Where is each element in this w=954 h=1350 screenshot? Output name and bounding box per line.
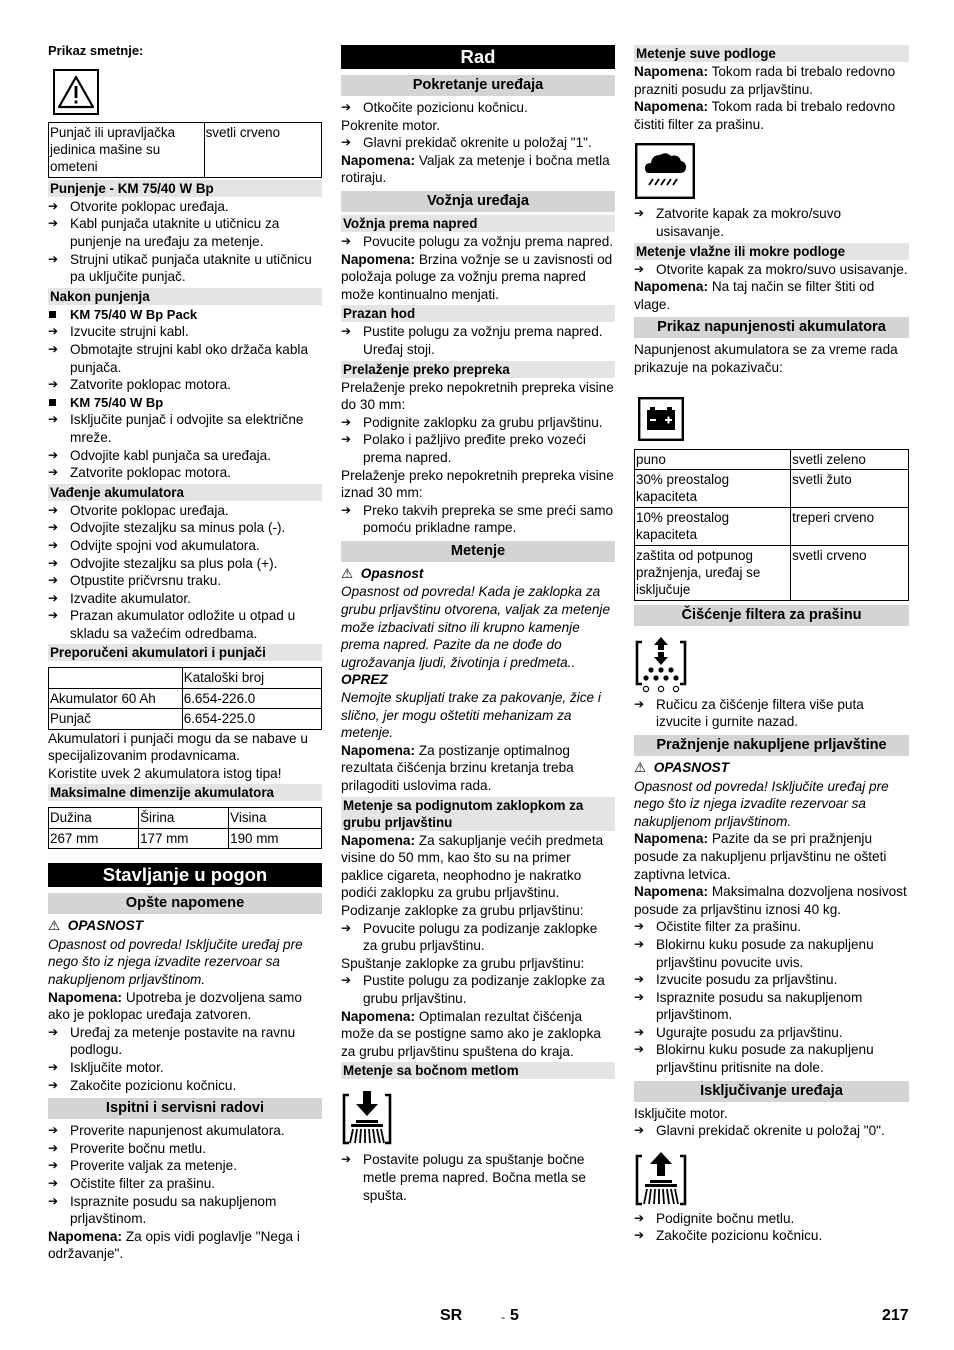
note-text: Pazite da se pri pražnjenju posude za nakupljenu prljavštinu ne ošteti zaptivna letvica. [634, 831, 887, 882]
paragraph: Pokrenite motor. [341, 117, 440, 133]
table-row [635, 469, 909, 507]
note-paragraph [634, 883, 909, 918]
warning-triangle-icon: ⚠ [634, 759, 647, 776]
list-item: ➔ Očistite filter za prašinu. [634, 918, 909, 936]
table-row [49, 709, 322, 729]
note-paragraph [634, 278, 909, 313]
note-label: Napomena: [634, 831, 709, 847]
note-text: Optimalan rezultat čišćenja može da se postigne samo ako je zaklopka za grubu prljavštinu spuštena do kraja. [341, 1008, 601, 1059]
footer-language: SR [440, 1307, 463, 1324]
removal-heading: Vađenje akumulatora [48, 484, 322, 501]
table-cell: treperi crveno [791, 507, 909, 545]
after-charging-heading: Nakon punjenja [48, 288, 322, 305]
model-label: KM 75/40 W Bp [48, 394, 322, 412]
list-item: ➔ Odvojite stezaljku sa minus pola (-). [48, 519, 322, 537]
list-item: ➔ Prazan akumulator odložite u otpad u skladu sa važećim odredbama. [48, 607, 322, 642]
list-item: ➔ Blokirnu kuku posude za nakupljenu prljavštinu povucite uvis. [634, 936, 909, 971]
empty-heading: Pražnjenje nakupljene prljavštine [634, 735, 909, 756]
list-item: ➔ Ručicu za čišćenje filtera više puta izvucite i gurnite nazad. [634, 696, 909, 731]
list-item: ➔ Zakočite pozicionu kočnicu. [48, 1077, 322, 1095]
danger-label-text: OPASNOST [67, 918, 144, 934]
warning-triangle-icon: ⚠ [341, 565, 354, 582]
note-label: Napomena: [341, 251, 416, 267]
table-row [635, 507, 909, 545]
table-cell: 6.654-226.0 [182, 688, 321, 708]
chapter-heading: Rad [341, 45, 615, 69]
list-item: ➔ Zatvorite poklopac motora. [48, 464, 322, 482]
note-text: Za opis vidi poglavlje "Nega i održavanje". [48, 1228, 300, 1262]
list-item: ➔ Ispraznite posudu sa nakupljenom prljavštinom. [634, 989, 909, 1024]
list-item: ➔ Odvijte spojni vod akumulatora. [48, 537, 322, 555]
note-text: Brzina vožnje se u zavisnosti od položaja poluge za vožnju prema napred može kontinualno menjati. [341, 251, 613, 302]
forward-heading: Vožnja prema napred [341, 215, 615, 232]
table-row [49, 828, 322, 848]
drive-heading: Vožnja uređaja [341, 191, 615, 212]
paragraph: Prelaženje preko nepokretnih prepreka visine do 30 mm: [341, 379, 614, 413]
list-item: ➔ Isključite motor. [48, 1059, 322, 1077]
list-item: ➔ Otpustite pričvrsnu traku. [48, 572, 322, 590]
note-paragraph [634, 830, 909, 883]
note-label: Napomena: [48, 1228, 123, 1244]
list-item: ➔ Polako i pažljivo pređite preko vozeći prema napred. [341, 431, 615, 466]
table-cell: svetli zeleno [791, 449, 909, 469]
paragraph: Spuštanje zaklopke za grubu prljavštinu: [341, 955, 585, 971]
footer-section-page: 5 [510, 1307, 519, 1324]
footer-dash: - [501, 1310, 505, 1324]
note-text: Upotreba je dozvoljena samo ako je poklopac uređaja zatvoren. [48, 989, 302, 1023]
note-text: Za postizanje optimalnog rezultata čišćenja brzinu kretanja treba prilagoditi uslovima rada. [341, 742, 574, 793]
switch-off-heading: Isključivanje uređaja [634, 1081, 909, 1102]
table-cell: 267 mm [49, 828, 139, 848]
filter-heading: Čišćenje filtera za prašinu [634, 605, 909, 626]
table-cell: Punjač ili upravljačka jedinica mašine su ometeni [49, 122, 205, 177]
table-header-cell: Širina [139, 808, 229, 828]
battery-table [634, 449, 909, 601]
list-item: ➔ Blokirnu kuku posude za nakupljenu prljavštinu pritisnite na dole. [634, 1041, 909, 1076]
recommended-table [48, 667, 322, 729]
table-row [635, 449, 909, 469]
table-cell: svetli crveno [204, 122, 321, 177]
list-item: ➔ Otkočite pozicionu kočnicu. [341, 99, 615, 117]
page-number: 217 [882, 1307, 909, 1324]
fault-table [48, 122, 322, 178]
danger-text: Opasnost od povreda! Isključite uređaj pre nego što iz njega izvadite rezervoar sa nakupljenom prljavštinom. [634, 778, 889, 829]
list-item: ➔ Proverite bočnu metlu. [48, 1140, 322, 1158]
charging-heading: Punjenje - KM 75/40 W Bp [48, 180, 322, 197]
dimensions-heading: Maksimalne dimenzije akumulatora [48, 784, 322, 801]
table-cell: svetli crveno [791, 545, 909, 600]
danger-label-text: OPASNOST [653, 759, 730, 775]
column-1 [48, 40, 322, 1263]
note-paragraph [634, 63, 909, 98]
inspection-heading: Ispitni i servisni radovi [48, 1098, 322, 1119]
battery-heading: Prikaz napunjenosti akumulatora [634, 317, 909, 338]
recommended-heading: Preporučeni akumulatori i punjači [48, 644, 322, 661]
table-row [49, 808, 322, 828]
flap-heading: Metenje sa podignutom zaklopkom za grubu prljavštinu [341, 797, 615, 831]
note-paragraph [341, 742, 615, 795]
table-cell: Punjač [49, 709, 183, 729]
fault-title: Prikaz smetnje: [48, 43, 144, 58]
general-heading: Opšte napomene [48, 893, 322, 914]
model-label: KM 75/40 W Bp Pack [48, 306, 322, 324]
table-cell: 30% preostalog kapaciteta [635, 469, 791, 507]
note-paragraph [341, 251, 615, 304]
note-text: Valjak za metenje i bočna metla rotiraju. [341, 152, 610, 186]
list-item: ➔ Uređaj za metenje postavite na ravnu podlogu. [48, 1024, 322, 1059]
danger-text: Opasnost od povreda! Kada je zaklopka za grubu prljavštinu otvorena, valjak za metenje može izbacivati sitno ili krupno kamenje prema napred. Pazite da ne dođe do ugrožavanja ljudi, životinja i predmeta.. [341, 584, 611, 670]
table-cell: 10% preostalog kapaciteta [635, 507, 791, 545]
table-header-cell: Dužina [49, 808, 139, 828]
note-paragraph [634, 98, 909, 133]
recommended-note: Koristite uvek 2 akumulatora istog tipa! [48, 765, 282, 781]
danger-label [341, 565, 615, 584]
danger-label [48, 917, 322, 936]
note-label: Napomena: [634, 884, 709, 900]
list-item: ➔ Pustite polugu za podizanje zaklopke za grubu prljavštinu. [341, 972, 615, 1007]
note-label: Napomena: [341, 152, 416, 168]
table-row [49, 668, 322, 688]
caution-text: Nemojte skupljati trake za pakovanje, žice i slično, jer mogu oštetiti mehanizam za metenje. [341, 690, 601, 741]
list-item: ➔ Ugurajte posudu za prljavštinu. [634, 1024, 909, 1042]
list-item: ➔ Otvorite poklopac uređaja. [48, 198, 322, 216]
list-item: ➔ Očistite filter za prašinu. [48, 1175, 322, 1193]
list-item: ➔ Zakočite pozicionu kočnicu. [634, 1227, 909, 1245]
note-label: Napomena: [341, 742, 416, 758]
list-item: ➔ Glavni prekidač okrenite u položaj "1". [341, 134, 615, 152]
list-item: ➔ Podignite zaklopku za grubu prljavštinu. [341, 414, 615, 432]
paragraph: Isključite motor. [634, 1105, 728, 1121]
list-item: ➔ Glavni prekidač okrenite u položaj "0". [634, 1122, 909, 1140]
list-item: ➔ Zatvorite poklopac motora. [48, 376, 322, 394]
list-item: ➔ Povucite polugu za podizanje zaklopke za grubu prljavštinu. [341, 920, 615, 955]
note-text: Maksimalna dozvoljena nosivost posude za prljavštinu iznosi 40 kg. [634, 884, 907, 917]
dimensions-table [48, 807, 322, 849]
warning-triangle-icon: ⚠ [48, 918, 61, 935]
note-label: Napomena: [48, 989, 123, 1005]
list-item: ➔ Otvorite kapak za mokro/suvo usisavanje. [634, 261, 909, 279]
start-heading: Pokretanje uređaja [341, 75, 615, 96]
caution-label: OPREZ [341, 672, 388, 688]
danger-label-text: Opasnost [360, 565, 424, 581]
list-item: ➔ Podignite bočnu metlu. [634, 1210, 909, 1228]
list-item: ➔ Odvojite kabl punjača sa uređaja. [48, 447, 322, 465]
note-paragraph [48, 1228, 322, 1263]
list-item: ➔ Postavite polugu za spuštanje bočne metle prema napred. Bočna metla se spušta. [341, 1151, 615, 1204]
wet-dry-flap-icon [635, 143, 695, 199]
note-paragraph [341, 152, 615, 187]
chapter-heading: Stavljanje u pogon [48, 863, 322, 887]
table-cell: puno [635, 449, 791, 469]
list-item: ➔ Preko takvih prepreka se sme preći samo pomoću prikladne rampe. [341, 502, 615, 537]
list-item: ➔ Zatvorite kapak za mokro/suvo usisavanje. [634, 205, 909, 240]
idle-heading: Prazan hod [341, 305, 615, 322]
paragraph: Prelaženje preko nepokretnih prepreka visine iznad 30 mm: [341, 467, 614, 501]
list-item: ➔ Povucite polugu za vožnju prema napred. [341, 233, 615, 251]
note-label: Napomena: [634, 279, 709, 295]
table-cell: 6.654-225.0 [182, 709, 321, 729]
note-label: Napomena: [634, 99, 709, 115]
column-3 [634, 44, 909, 1245]
table-row [49, 688, 322, 708]
list-item: ➔ Proverite napunjenost akumulatora. [48, 1122, 322, 1140]
note-text: Tokom rada bi trebalo redovno prazniti posudu za prljavštinu. [634, 64, 896, 97]
list-item: ➔ Izvadite akumulator. [48, 590, 322, 608]
danger-label [634, 759, 909, 778]
list-item: ➔ Ispraznite posudu sa nakupljenom prljavštinom. [48, 1193, 322, 1228]
note-paragraph [341, 1008, 615, 1061]
note-paragraph [341, 832, 615, 902]
list-item: ➔ Obmotajte strujni kabl oko držača kabla punjača. [48, 341, 322, 376]
note-label: Napomena: [634, 64, 709, 79]
list-item: ➔ Kabl punjača utaknite u utičnicu za punjenje na uređaju za metenje. [48, 215, 322, 250]
side-brush-heading: Metenje sa bočnom metlom [341, 1062, 615, 1079]
obstacle-heading: Prelaženje preko prepreka [341, 361, 615, 378]
list-item: ➔ Pustite polugu za vožnju prema napred. Uređaj stoji. [341, 323, 615, 358]
table-cell: 177 mm [139, 828, 229, 848]
paragraph: Napunjenost akumulatora se za vreme rada prikazuje na pokazivaču: [634, 342, 898, 375]
table-cell: Akumulator 60 Ah [49, 688, 183, 708]
battery-icon [638, 397, 684, 441]
dry-heading: Metenje suve podloge [634, 45, 909, 62]
table-row [635, 545, 909, 600]
list-item: ➔ Proverite valjak za metenje. [48, 1157, 322, 1175]
table-cell: svetli žuto [791, 469, 909, 507]
table-header-cell: Visina [229, 808, 322, 828]
filter-cleaning-icon [634, 636, 688, 694]
table-cell: 190 mm [229, 828, 322, 848]
note-text: Tokom rada bi trebalo redovno čistiti filter za prašinu. [634, 99, 896, 132]
table-header-cell [49, 668, 183, 688]
list-item: ➔ Strujni utikač punjača utaknite u utičnicu pa uključite punjač. [48, 251, 322, 286]
list-item: ➔ Otvorite poklopac uređaja. [48, 502, 322, 520]
note-text: Za sakupljanje većih predmeta visine do 50 mm, kao što su na primer paklice cigareta, neophodno je nakratko podići zaklopku za grubu prljavštinu. [341, 832, 604, 901]
note-label: Napomena: [341, 832, 416, 848]
list-item: ➔ Odvojite stezaljku sa plus pola (+). [48, 555, 322, 573]
paragraph: Podizanje zaklopke za grubu prljavštinu: [341, 902, 584, 918]
note-text: Na taj način se filter štiti od vlage. [634, 279, 875, 312]
list-item: ➔ Izvucite strujni kabl. [48, 323, 322, 341]
table-cell: zaštita od potpunog pražnjenja, uređaj se isključuje [635, 545, 791, 600]
list-item: ➔ Isključite punjač i odvojite sa električne mreže. [48, 411, 322, 446]
recommended-note: Akumulatori i punjači mogu da se nabave u specijalizovanim prodavnicama. [48, 730, 308, 764]
wet-heading: Metenje vlažne ili mokre podloge [634, 243, 909, 260]
warning-triangle-icon [53, 69, 99, 115]
side-brush-lower-icon [341, 1089, 393, 1147]
danger-text: Opasnost od povreda! Isključite uređaj pre nego što iz njega izvadite rezervoar sa nakupljenom prljavštinom. [48, 936, 303, 988]
table-header-cell: Kataloški broj [182, 668, 321, 688]
table-row [49, 122, 322, 177]
note-label: Napomena: [341, 1008, 416, 1024]
column-2 [341, 39, 615, 1204]
side-brush-raise-icon [634, 1150, 688, 1208]
list-item: ➔ Izvucite posudu za prljavštinu. [634, 971, 909, 989]
sweep-heading: Metenje [341, 541, 615, 562]
note-paragraph [48, 989, 322, 1024]
